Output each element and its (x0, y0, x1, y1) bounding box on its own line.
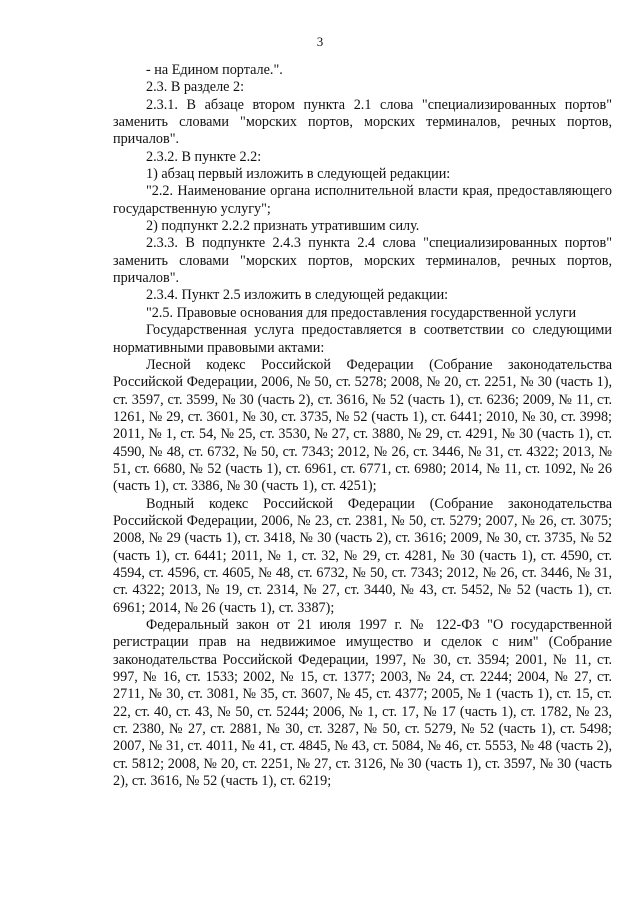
paragraph: - на Едином портале.". (146, 62, 283, 78)
document-body (113, 62, 612, 790)
paragraph: 2.3.1. В абзаце втором пункта 2.1 слова "специализированных портов" заменить словами "морских портов, морских терминалов, речных портов, причалов". (113, 96, 612, 148)
paragraph: Государственная услуга предоставляется в соответствии со следующими нормативными правовыми актами: (113, 322, 612, 356)
paragraph: Лесной кодекс Российской Федерации (Собрание законодательства Российской Федерации, 2006, № 50, ст. 5278; 2008, № 20, ст. 2251, № 30 (часть 1), ст. 3597, ст. 3599, № 30 (часть 2), ст. 3616, № 52 (часть 1), ст. 6236; 2009, № 11, ст. 1261, № 29, ст. 3601, № 30, ст. 3735, № 52 (часть 1), ст. 6441; 2010, № 30, ст. 3998; 2011, № 1, ст. 54, № 25, ст. 3530, № 27, ст. 3880, № 29, ст. 4291, № 30 (часть 1), ст. 4590, № 48, ст. 6732, № 50, ст. 7343; 2012, № 26, ст. 3446, № 31, ст. 4322; 2013, № 51, ст. 6680, № 52 (часть 1), ст. 6961, ст. 6771, ст. 6980; 2014, № 11, ст. 1092, № 26 (часть 1), ст. 3386, № 30 (часть 1), ст. 4251); (113, 356, 612, 495)
paragraph: 2.3. В разделе 2: (146, 79, 245, 96)
paragraph: Федеральный закон от 21 июля 1997 г. № 122-ФЗ "О государственной регистрации прав на недвижимое имущество и сделок с ним" (Собрание законодательства Российской Федерации, 1997, № 30, ст. 3594; 2001, № 11, ст. 997, № 16, ст. 1533; 2002, № 15, ст. 1377; 2003, № 24, ст. 2244; 2004, № 27, ст. 2711, № 30, ст. 3081, № 35, ст. 3607, № 45, ст. 4377; 2005, № 1 (часть 1), ст. 15, ст. 22, ст. 40, ст. 43, № 50, ст. 5244; 2006, № 1, ст. 17, № 17 (часть 1), ст. 1782, № 23, ст. 2380, № 27, ст. 2881, № 30, ст. 3287, № 50, ст. 5279, № 52 (часть 1), ст. 5498; 2007, № 31, ст. 4011, № 41, ст. 4845, № 43, ст. 5084, № 46, ст. 5553, № 48 (часть 2), ст. 5812; 2008, № 20, ст. 2251, № 27, ст. 3126, № 30 (часть 1), ст. 3597, № 30 (часть 2), ст. 3616, № 52 (часть 1), ст. 6219; (113, 617, 612, 790)
paragraph: 2) подпункт 2.2.2 признать утратившим силу. (146, 218, 420, 235)
paragraph: Водный кодекс Российской Федерации (Собрание законодательства Российской Федерации, 2006, № 23, ст. 2381, № 50, ст. 5279; 2007, № 26, ст. 3075; 2008, № 29 (часть 1), ст. 3418, № 30 (часть 2), ст. 3616; 2009, № 30, ст. 3735, № 52 (часть 1), ст. 6441; 2011, № 1, ст. 32, № 29, ст. 4281, № 30 (часть 1), ст. 4590, ст. 4594, ст. 4596, ст. 4605, № 48, ст. 6732, № 50, ст. 7343; 2012, № 26, ст. 3446, № 31, ст. 4322; 2013, № 19, ст. 2314, № 27, ст. 3440, № 43, ст. 5452, № 52 (часть 1), ст. 6961; 2014, № 26 (часть 1), ст. 3387); (113, 495, 612, 616)
paragraph: 2.3.2. В пункте 2.2: (146, 148, 262, 165)
paragraph: 1) абзац первый изложить в следующей редакции: (146, 166, 451, 183)
paragraph: "2.2. Наименование органа исполнительной власти края, предоставляющего государственную услугу"; (113, 183, 612, 217)
paragraph: "2.5. Правовые основания для предоставления государственной услуги (146, 304, 577, 321)
page-number: 3 (316, 34, 324, 49)
paragraph: 2.3.3. В подпункте 2.4.3 пункта 2.4 слова "специализированных портов" заменить словами "морских портов, морских терминалов, речных портов, причалов". (113, 235, 612, 287)
paragraph: 2.3.4. Пункт 2.5 изложить в следующей редакции: (146, 287, 449, 304)
